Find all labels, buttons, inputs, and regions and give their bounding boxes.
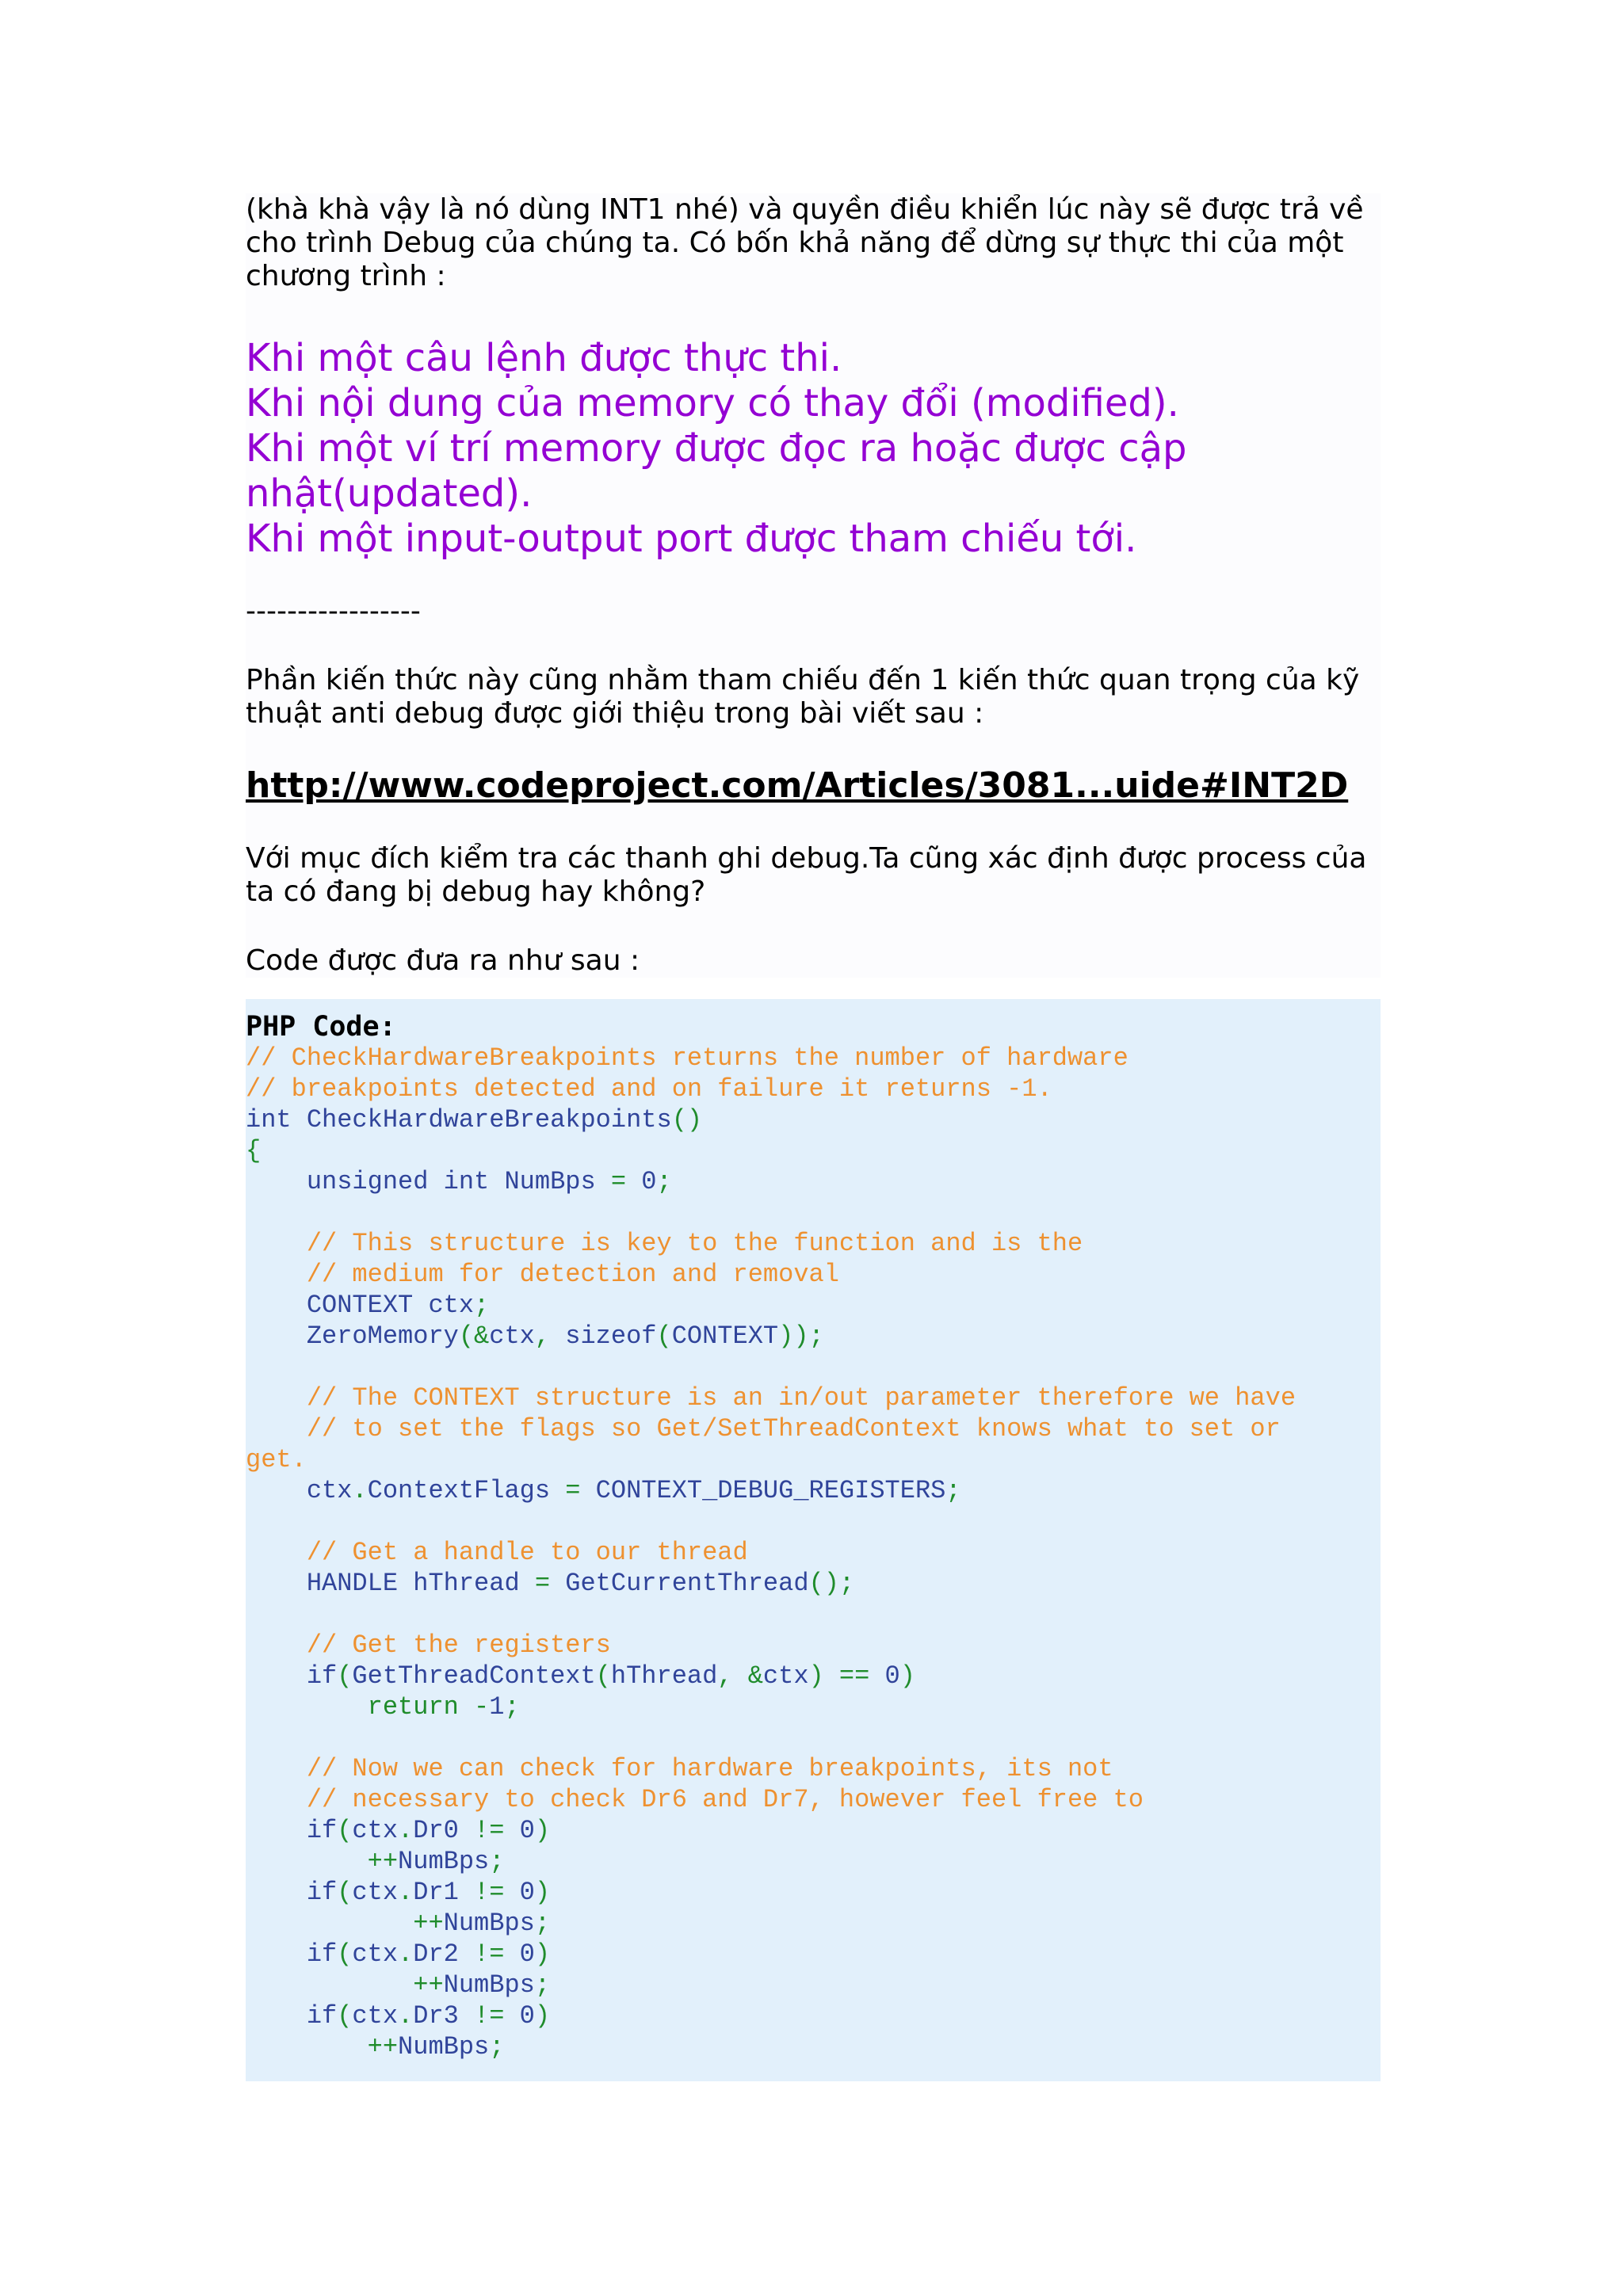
code-token: Dr2 [413, 1939, 475, 1969]
code-token: ) [534, 1939, 551, 1969]
code-token: ContextFlags [367, 1476, 566, 1505]
code-line [246, 1753, 1381, 1784]
code-token: Dr3 [413, 2001, 475, 2031]
stop-conditions-list [246, 336, 1381, 562]
code-token: ) [899, 1661, 915, 1691]
condition-item: Khi một ví trí memory được đọc ra hoặc được cập nhật(updated). [246, 426, 1187, 516]
code-token: . [398, 2001, 414, 2031]
code-token: { [246, 1136, 262, 1165]
code-token: . [352, 1476, 368, 1505]
code-token: ) [534, 1816, 551, 1845]
code-token: if [246, 2001, 338, 2031]
code-token: = [565, 1476, 596, 1505]
code-comment: // breakpoints detected and on failure it returns -1. [246, 1074, 1052, 1104]
code-token: != [474, 1878, 520, 1907]
condition-item: Khi nội dung của memory có thay đổi (modified). [246, 381, 1179, 425]
code-token: sizeof [565, 1322, 657, 1351]
codeproject-link[interactable]: http://www.codeproject.com/Articles/3081...uide#INT2D [246, 765, 1349, 806]
code-line [246, 1259, 1381, 1290]
code-comment: // The CONTEXT structure is an in/out parameter therefore we have [246, 1383, 1296, 1413]
code-line [246, 1661, 1381, 1691]
code-token: 0 [519, 2001, 535, 2031]
code-line [246, 1444, 1381, 1475]
code-token: HANDLE hThread [246, 1569, 535, 1598]
code-token: ) [534, 1878, 551, 1907]
code-line [246, 1166, 1381, 1197]
code-token: GetThreadContext [352, 1661, 596, 1691]
code-token: 0 [519, 1878, 535, 1907]
code-comment: // necessary to check Dr6 and Dr7, however feel free to [246, 1785, 1144, 1814]
code-token: ( [656, 1322, 672, 1351]
code-token: != [474, 1816, 520, 1845]
intro-paragraph: (khà khà vậy là nó dùng INT1 nhé) và quyền điều khiển lúc này sẽ được trả về cho trình Debug của chúng ta. Có bốn khả năng để dừng sự thực thi của một chương trình : [246, 193, 1364, 292]
code-line [246, 1043, 1381, 1074]
code-line [246, 1630, 1381, 1661]
code-line [246, 1691, 1381, 1722]
code-line [246, 1568, 1381, 1599]
code-line [246, 1846, 1381, 1877]
code-line [246, 1290, 1381, 1321]
code-token: () [671, 1105, 703, 1135]
code-token: ) [534, 2001, 551, 2031]
code-line [246, 1104, 1381, 1135]
code-line [246, 1506, 1381, 1537]
code-token: ; [504, 1692, 520, 1722]
code-token: ctx [352, 1878, 399, 1907]
code-line [246, 1784, 1381, 1815]
code-line [246, 1939, 1381, 1970]
code-line [246, 1877, 1381, 1908]
purpose-paragraph: Với mục đích kiểm tra các thanh ghi debug.Ta cũng xác định được process của ta có đang bị debug hay không? [246, 842, 1367, 908]
code-line [246, 1135, 1381, 1166]
code-token: Dr0 [413, 1816, 475, 1845]
code-line [246, 1815, 1381, 1846]
code-token: (& [458, 1322, 490, 1351]
code-token: (); [808, 1569, 855, 1598]
code-token: GetCurrentThread [565, 1569, 809, 1598]
code-token: ctx [352, 1816, 399, 1845]
code-line [246, 1383, 1381, 1413]
code-token: if [246, 1816, 338, 1845]
code-token: 1 [489, 1692, 505, 1722]
code-token: 0 [519, 1939, 535, 1969]
code-token: ++ [246, 2032, 399, 2061]
code-intro-paragraph: Code được đưa ra như sau : [246, 944, 640, 977]
code-token: ( [337, 2001, 353, 2031]
code-comment: // Now we can check for hardware breakpoints, its not [246, 1754, 1113, 1783]
document-page [246, 193, 1381, 2081]
code-token: if [246, 1661, 338, 1691]
code-token: 0 [641, 1167, 657, 1196]
code-token: 0 [884, 1661, 900, 1691]
code-token: return - [246, 1692, 490, 1722]
reference-paragraph: Phần kiến thức này cũng nhằm tham chiếu đến 1 kiến thức quan trọng của kỹ thuật anti debug được giới thiệu trong bài viết sau : [246, 664, 1360, 730]
code-token: hThread [610, 1661, 718, 1691]
code-token: if [246, 1878, 338, 1907]
code-token: = [610, 1167, 642, 1196]
code-token: ctx [489, 1322, 535, 1351]
code-token: , [534, 1322, 566, 1351]
code-token: ( [595, 1661, 611, 1691]
code-token: != [474, 1939, 520, 1969]
code-token: ( [337, 1661, 353, 1691]
code-line [246, 2000, 1381, 2031]
code-token: ) == [808, 1661, 885, 1691]
code-token: ; [945, 1476, 961, 1505]
code-token: int CheckHardwareBreakpoints [246, 1105, 672, 1135]
code-token: unsigned int NumBps [246, 1167, 611, 1196]
code-comment: get. [246, 1445, 307, 1474]
code-token: ( [337, 1816, 353, 1845]
code-token: 0 [519, 1816, 535, 1845]
code-comment: // to set the flags so Get/SetThreadContext knows what to set or [246, 1414, 1281, 1444]
code-line [246, 1475, 1381, 1506]
code-token: ( [337, 1939, 353, 1969]
code-token: ++ [246, 1970, 444, 2000]
code-token: . [398, 1816, 414, 1845]
code-token: ++ [246, 1847, 399, 1876]
code-token: ZeroMemory [246, 1322, 459, 1351]
code-comment: // CheckHardwareBreakpoints returns the number of hardware [246, 1043, 1128, 1073]
code-block [246, 999, 1381, 2081]
code-token: . [398, 1939, 414, 1969]
code-token: ctx [246, 1476, 353, 1505]
code-token: != [474, 2001, 520, 2031]
condition-item: Khi một câu lệnh được thực thi. [246, 336, 842, 380]
code-token: ++ [246, 1909, 444, 1938]
code-token: CONTEXT_DEBUG_REGISTERS [595, 1476, 946, 1505]
code-token: ; [534, 1909, 551, 1938]
code-token: CONTEXT [671, 1322, 779, 1351]
code-line [246, 1908, 1381, 1939]
code-comment: // This structure is key to the function and is the [246, 1229, 1083, 1258]
code-line [246, 1537, 1381, 1568]
code-line [246, 1599, 1381, 1630]
code-token: ctx [762, 1661, 809, 1691]
code-token: ; [489, 1847, 505, 1876]
code-token: NumBps [398, 1847, 490, 1876]
code-token: = [534, 1569, 566, 1598]
code-token: ; [656, 1167, 672, 1196]
code-token: if [246, 1939, 338, 1969]
code-token: ; [489, 2032, 505, 2061]
code-token: ; [534, 1970, 551, 2000]
code-line [246, 1197, 1381, 1228]
condition-item: Khi một input-output port được tham chiếu tới. [246, 517, 1137, 561]
code-line [246, 1074, 1381, 1104]
code-comment: // Get the registers [246, 1630, 611, 1660]
code-line [246, 2031, 1381, 2062]
code-token: NumBps [443, 1909, 535, 1938]
code-token: Dr1 [413, 1878, 475, 1907]
code-line [246, 1321, 1381, 1352]
code-token: NumBps [398, 2032, 490, 2061]
code-token: ctx [352, 2001, 399, 2031]
code-token: , & [717, 1661, 763, 1691]
code-token: CONTEXT ctx [246, 1291, 475, 1320]
dashed-divider: ----------------- [246, 595, 421, 627]
code-comment: // medium for detection and removal [246, 1260, 839, 1289]
text-section [246, 193, 1381, 978]
code-line [246, 1228, 1381, 1259]
code-comment: // Get a handle to our thread [246, 1538, 748, 1567]
code-line [246, 1413, 1381, 1444]
code-token: . [398, 1878, 414, 1907]
code-line [246, 1352, 1381, 1383]
code-token: NumBps [443, 1970, 535, 2000]
code-token: ctx [352, 1939, 399, 1969]
code-token: )); [778, 1322, 824, 1351]
code-token: ; [474, 1291, 490, 1320]
code-line [246, 1722, 1381, 1753]
code-token: ( [337, 1878, 353, 1907]
code-line [246, 1970, 1381, 2000]
code-title: PHP Code: [246, 1011, 396, 1043]
code-listing [246, 1043, 1381, 2062]
